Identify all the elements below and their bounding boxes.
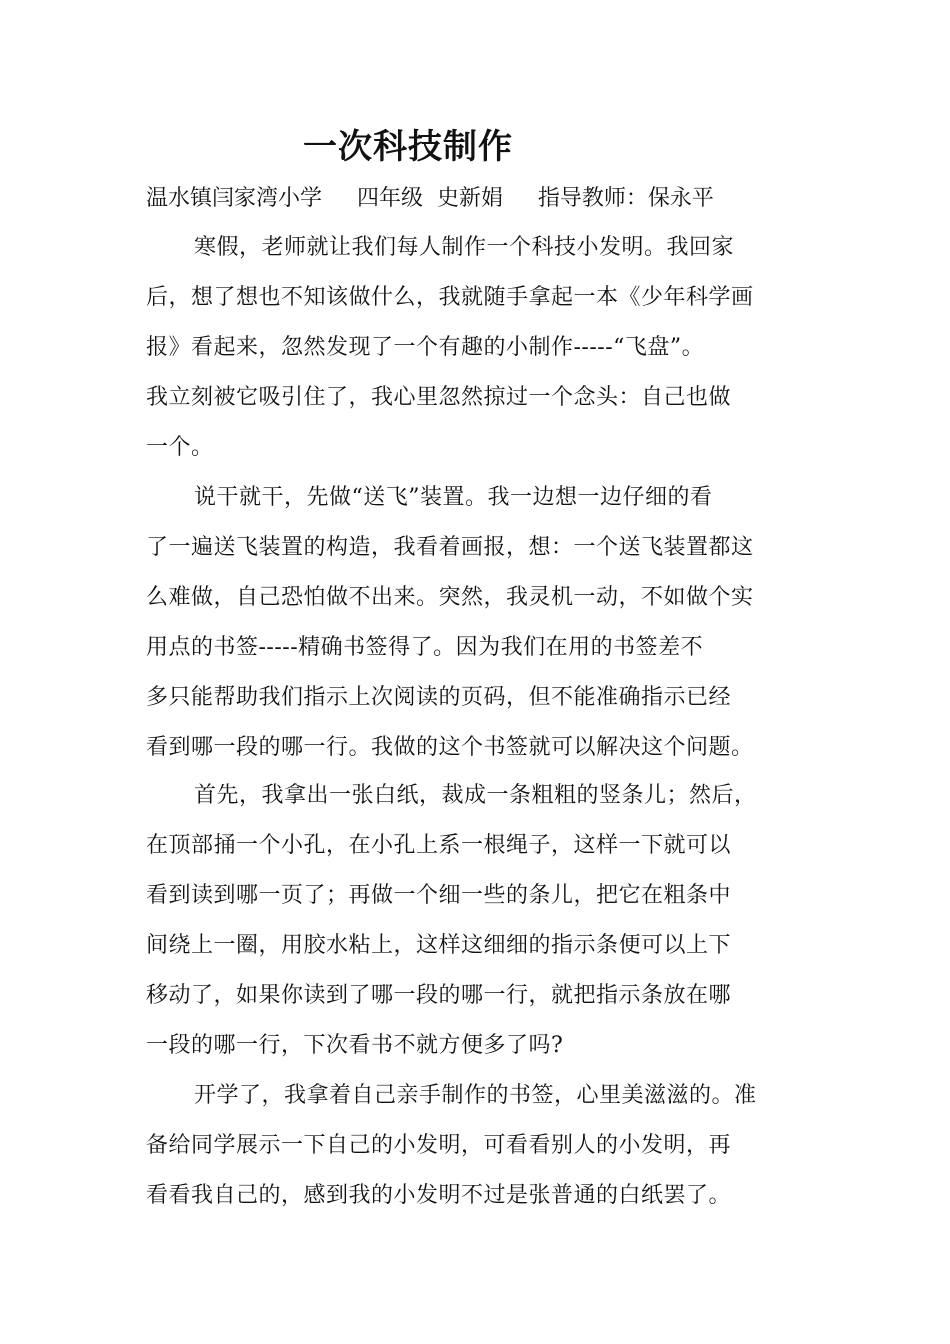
text-line: 看到哪一段的哪一行。我做的这个书签就可以解决这个问题。: [146, 735, 754, 760]
text-line: 一个。: [146, 435, 214, 460]
text-line: 多只能帮助我们指示上次阅读的页码，但不能准确指示已经: [146, 685, 732, 710]
text-line: 寒假，老师就让我们每人制作一个科技小发明。我回家: [194, 235, 735, 260]
text-line: 报》看起来，忽然发现了一个有趣的小制作-----“飞盘”。: [146, 335, 705, 360]
text-line: 间绕上一圈，用胶水粘上，这样这细细的指示条便可以上下: [146, 933, 732, 958]
text-line: 一段的哪一行，下次看书不就方便多了吗?: [146, 1033, 564, 1058]
text-line: 移动了，如果你读到了哪一段的哪一行，就把指示条放在哪: [146, 983, 732, 1008]
text-line: 备给同学展示一下自己的小发明，可看看别人的小发明，再: [146, 1133, 732, 1158]
text-line: 开学了，我拿着自己亲手制作的书签，心里美滋滋的。准: [194, 1083, 757, 1108]
text-line: 说干就干，先做“送飞”装置。我一边想一边仔细的看: [194, 485, 713, 510]
text-line: 后，想了想也不知该做什么，我就随手拿起一本《少年科学画: [146, 285, 754, 310]
text-line: 用点的书签-----精确书签得了。因为我们在用的书签差不: [146, 635, 704, 660]
text-line: 了一遍送飞装置的构造，我看着画报，想：一个送飞装置都这: [146, 535, 754, 560]
text-line: 么难做，自己恐怕做不出来。突然，我灵机一动，不如做个实: [146, 585, 754, 610]
text-line: 我立刻被它吸引住了，我心里忽然掠过一个念头：自己也做: [146, 385, 732, 410]
document-title: 一次科技制作: [303, 127, 513, 167]
text-line: 看到读到哪一页了；再做一个细一些的条儿，把它在粗条中: [146, 883, 732, 908]
text-line: 首先，我拿出一张白纸，裁成一条粗粗的竖条儿；然后，: [194, 783, 757, 808]
author-byline: 温水镇闫家湾小学 四年级 史新娟 指导教师：保永平: [146, 186, 714, 211]
text-line: 在顶部捅一个小孔，在小孔上系一根绳子，这样一下就可以: [146, 833, 732, 858]
text-line: 看看我自己的，感到我的小发明不过是张普通的白纸罢了。: [146, 1183, 732, 1208]
